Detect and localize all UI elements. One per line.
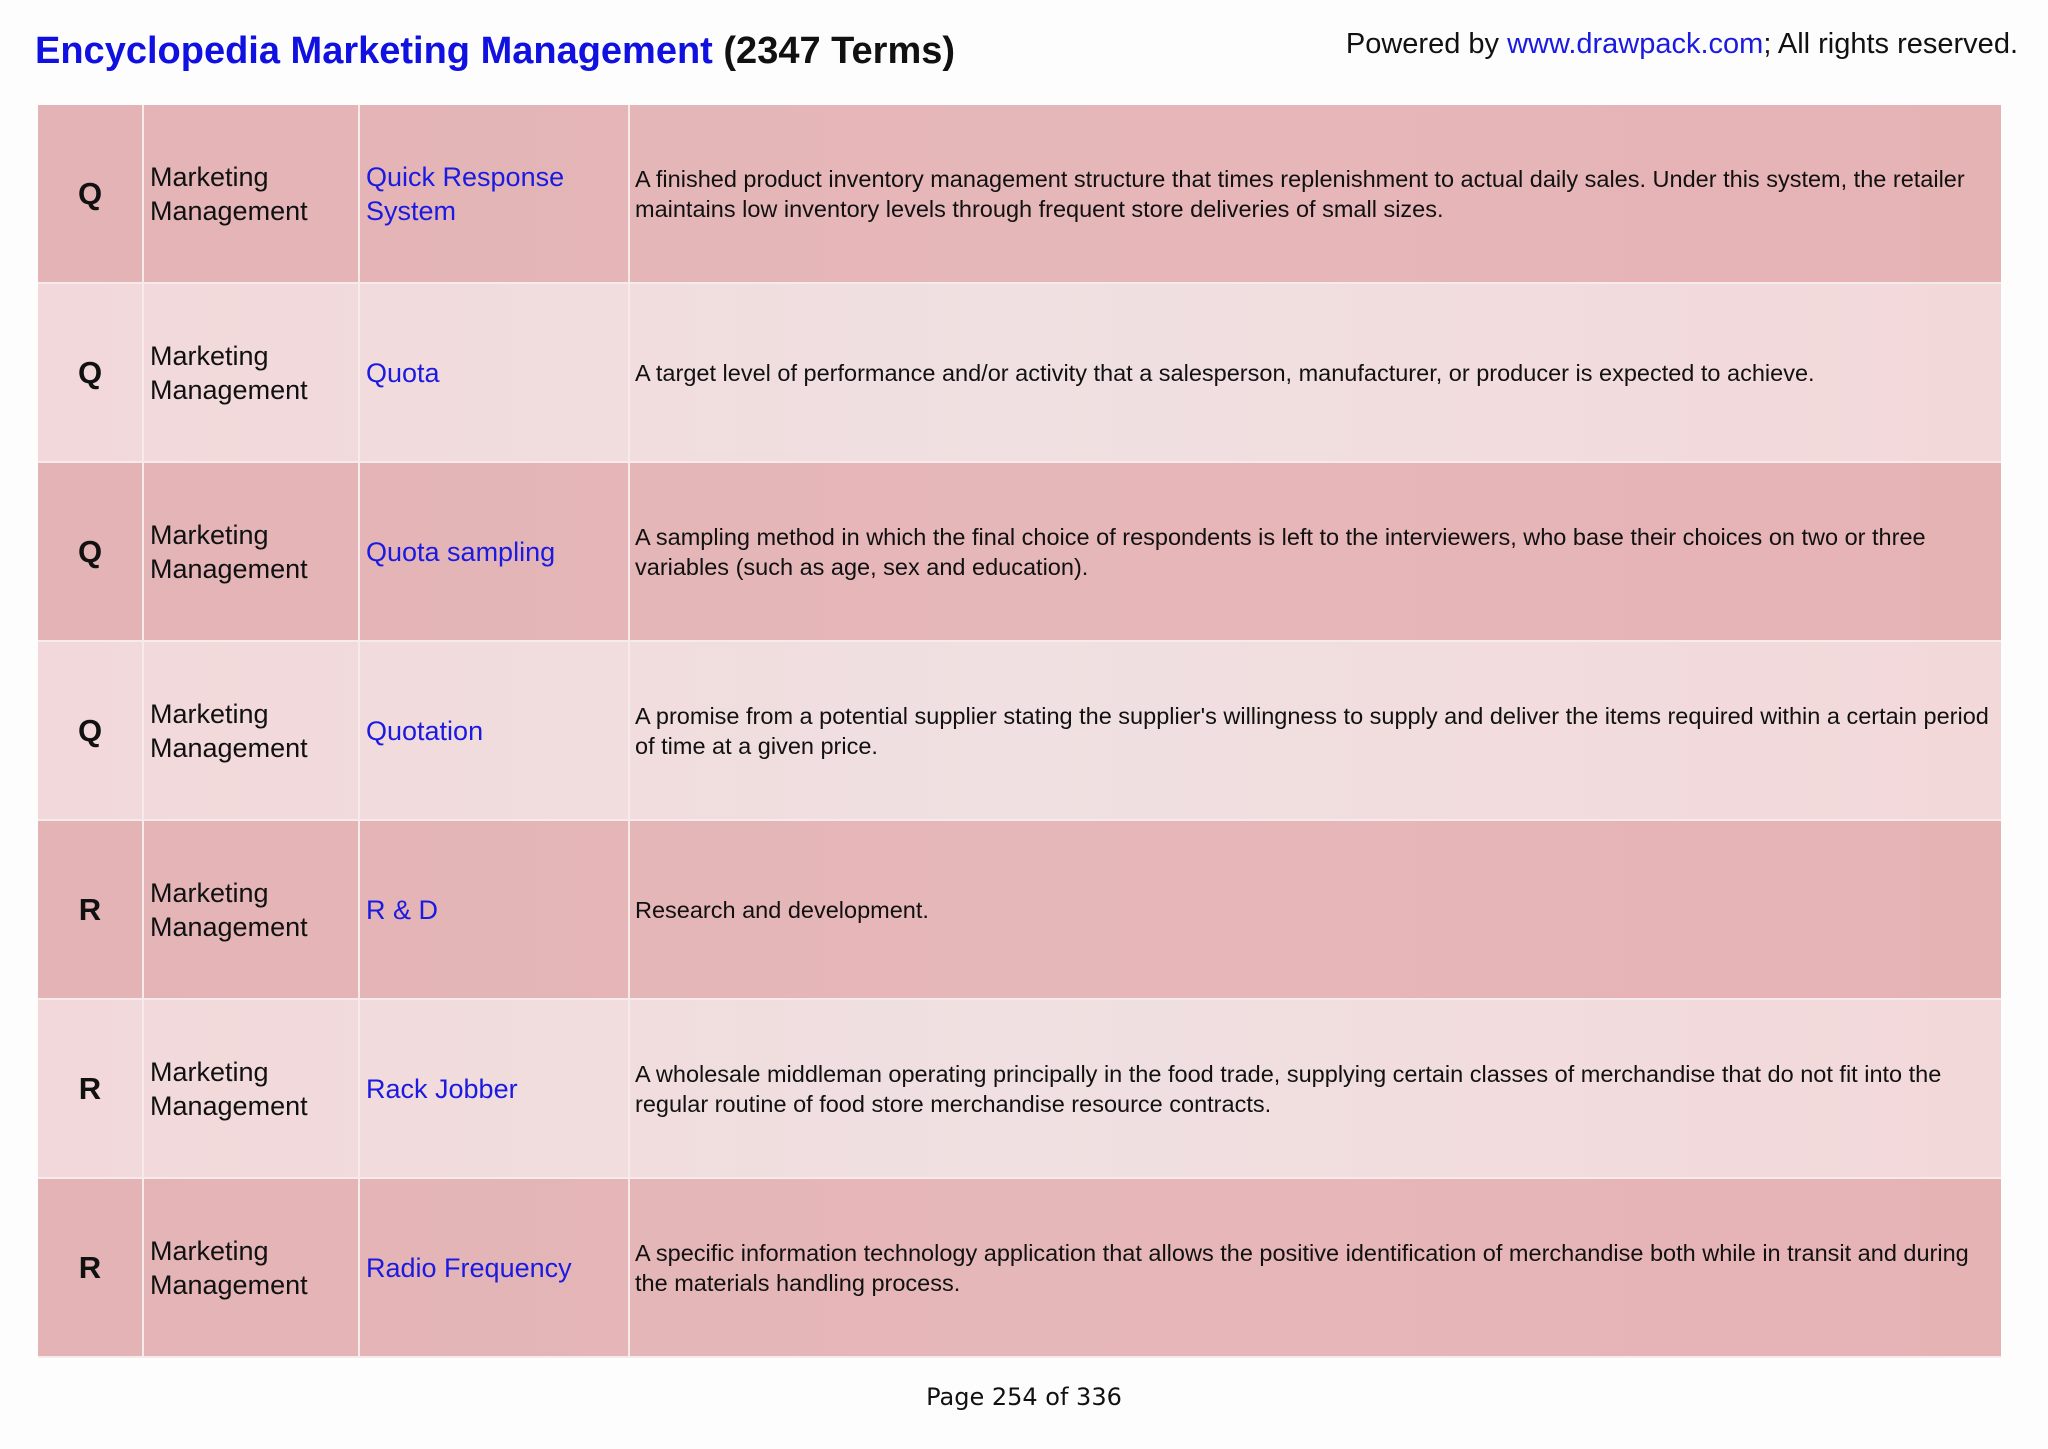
term-link-text[interactable]: Quota: [366, 357, 440, 388]
letter-cell-text: Q: [77, 175, 103, 211]
definition-cell-text: A specific information technology application that allows the positive identification of merchandise both while in transit and during the materials handling process.: [635, 1239, 1969, 1296]
letter-cell-text: Q: [77, 354, 103, 390]
table-row: [38, 821, 2001, 1000]
table-row: [38, 105, 2001, 284]
definition-cell-text: Research and development.: [635, 896, 929, 923]
term-link[interactable]: [360, 1179, 630, 1356]
letter-cell-text: R: [78, 1249, 102, 1285]
definition-cell: [630, 1000, 2001, 1177]
term-link-text[interactable]: Radio Frequency: [366, 1252, 572, 1283]
powered-suffix: ; All rights reserved.: [1763, 28, 2018, 60]
terms-table: [38, 105, 2001, 1358]
term-link[interactable]: [360, 1000, 630, 1177]
powered-site-link[interactable]: www.drawpack.com: [1507, 28, 1764, 60]
term-link[interactable]: [360, 642, 630, 819]
definition-cell: [630, 821, 2001, 998]
powered-prefix: Powered by: [1345, 28, 1508, 60]
definition-cell-text: A promise from a potential supplier stating the supplier's willingness to supply and deliver the items required within a certain period of time at a given price.: [635, 702, 1989, 759]
definition-cell-text: A target level of performance and/or activity that a salesperson, manufacturer, or producer is expected to achieve.: [635, 359, 1815, 386]
category-cell-text: Marketing Management: [150, 1235, 308, 1300]
definition-cell: [630, 1179, 2001, 1356]
term-link-text[interactable]: Quotation: [366, 715, 484, 746]
definition-cell: [630, 105, 2001, 282]
letter-cell-text: Q: [77, 533, 103, 569]
term-link[interactable]: [360, 284, 630, 461]
definition-cell: [630, 642, 2001, 819]
category-cell: [144, 463, 360, 640]
letter-cell: [38, 463, 144, 640]
letter-cell: [38, 1000, 144, 1177]
definition-cell-text: A wholesale middleman operating principally in the food trade, supplying certain classes of merchandise that do not fit into the regular routine of food store merchandise resource contracts.: [635, 1060, 1942, 1117]
letter-cell: [38, 284, 144, 461]
letter-cell: [38, 821, 144, 998]
category-cell: [144, 821, 360, 998]
category-cell: [144, 105, 360, 282]
letter-cell: [38, 105, 144, 282]
table-row: [38, 284, 2001, 463]
category-cell-text: Marketing Management: [150, 340, 308, 405]
powered-by: [1346, 28, 2018, 61]
definition-cell-text: A finished product inventory management structure that times replenishment to actual daily sales. Under this system, the retailer maintains low inventory levels through frequent store deliveries of small sizes.: [635, 165, 1965, 222]
letter-cell-text: Q: [77, 712, 103, 748]
term-link-text[interactable]: Quick Response System: [366, 161, 565, 226]
category-cell: [144, 642, 360, 819]
category-cell: [144, 1179, 360, 1356]
page-header: [35, 28, 2018, 88]
letter-cell-text: R: [78, 1070, 102, 1106]
table-row: [38, 463, 2001, 642]
page-title: [35, 30, 955, 73]
category-cell-text: Marketing Management: [150, 161, 308, 226]
term-link[interactable]: [360, 821, 630, 998]
page-number: Page 254 of 336: [926, 1383, 1122, 1411]
category-cell: [144, 284, 360, 461]
table-row: [38, 1000, 2001, 1179]
definition-cell-text: A sampling method in which the final choice of respondents is left to the interviewers, who base their choices on two or three variables (such as age, sex and education).: [635, 523, 1926, 580]
letter-cell-text: R: [78, 891, 102, 927]
category-cell-text: Marketing Management: [150, 1056, 308, 1121]
category-cell: [144, 1000, 360, 1177]
table-row: [38, 1179, 2001, 1358]
category-cell-text: Marketing Management: [150, 519, 308, 584]
term-link[interactable]: [360, 105, 630, 282]
term-link-text[interactable]: R & D: [366, 894, 439, 925]
term-link-text[interactable]: Quota sampling: [366, 536, 556, 567]
definition-cell: [630, 463, 2001, 640]
term-link[interactable]: [360, 463, 630, 640]
term-link-text[interactable]: Rack Jobber: [366, 1073, 518, 1104]
title-term-count: (2347 Terms): [723, 30, 956, 72]
table-row: [38, 642, 2001, 821]
category-cell-text: Marketing Management: [150, 698, 308, 763]
definition-cell: [630, 284, 2001, 461]
letter-cell: [38, 642, 144, 819]
letter-cell: [38, 1179, 144, 1356]
category-cell-text: Marketing Management: [150, 877, 308, 942]
title-brand: Encyclopedia Marketing Management: [35, 30, 713, 72]
